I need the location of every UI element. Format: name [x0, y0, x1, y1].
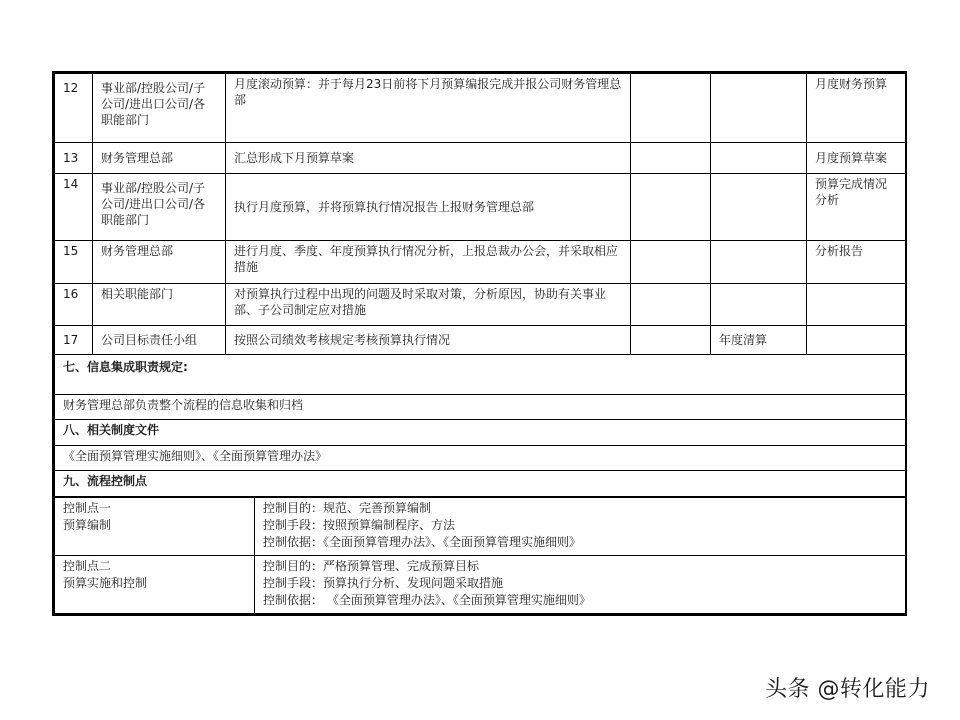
control-point-details: [255, 556, 906, 614]
control-point-details: [255, 498, 906, 556]
control-point-name: 控制点二: [63, 559, 112, 573]
row-cell: [631, 74, 711, 143]
section-content: [55, 395, 906, 420]
row-number: 14: [55, 174, 93, 241]
control-points-table: [54, 497, 906, 614]
section-header: [55, 355, 906, 395]
row-cell: [711, 143, 807, 174]
row-cell: [631, 241, 711, 284]
control-purpose: 控制目的：严格预算管理、完成预算目标: [263, 559, 480, 573]
control-basis: 控制依据： 《全面预算管理办法》、《全面预算管理实施细则》: [263, 593, 591, 607]
section-header: [55, 471, 906, 497]
control-means: 控制手段：预算执行分析、发现问题采取措施: [263, 576, 504, 590]
process-document: [52, 71, 907, 616]
table-row: [55, 74, 906, 143]
section-7-content: 财务管理总部负责整个流程的信息收集和归档: [55, 395, 906, 420]
row-cell: [631, 284, 711, 326]
section-8-content: 《全面预算管理实施细则》、《全面预算管理办法》: [55, 446, 906, 471]
control-point-label: [55, 498, 255, 556]
section-8-title: 八、相关制度文件: [55, 420, 906, 446]
row-department: 事业部/控股公司/子公司/进出口公司/各职能部门: [93, 74, 226, 143]
section-9-title: 九、流程控制点: [55, 471, 906, 497]
section-7-title: 七、信息集成职责规定:: [55, 355, 906, 395]
row-number: 17: [55, 326, 93, 355]
row-cell: [711, 74, 807, 143]
row-cell: [711, 174, 807, 241]
row-cell: [711, 284, 807, 326]
control-point-desc: 预算编制: [63, 518, 112, 532]
row-output: [807, 284, 906, 326]
row-task: 对预算执行过程中出现的问题及时采取对策，分析原因，协助有关事业部、子公司制定应对措施: [226, 284, 631, 326]
row-department: 公司目标责任小组: [93, 326, 226, 355]
control-purpose: 控制目的：规范、完善预算编制: [263, 501, 432, 515]
control-point-label: [55, 556, 255, 614]
row-cell: [711, 241, 807, 284]
row-output: 月度预算草案: [807, 143, 906, 174]
watermark-text: 头条 @转化能力: [765, 677, 930, 702]
row-task: 月度滚动预算：并于每月23日前将下月预算编报完成并报公司财务管理总部: [226, 74, 631, 143]
row-task: 执行月度预算，并将预算执行情况报告上报财务管理总部: [226, 174, 631, 241]
control-means: 控制手段：按照预算编制程序、方法: [263, 518, 456, 532]
section-header: [55, 420, 906, 446]
row-department: 财务管理总部: [93, 143, 226, 174]
table-row: [55, 174, 906, 241]
row-department: 财务管理总部: [93, 241, 226, 284]
control-basis: 控制依据：《全面预算管理办法》、《全面预算管理实施细则》: [263, 535, 582, 549]
row-task: 汇总形成下月预算草案: [226, 143, 631, 174]
table-row: [55, 326, 906, 355]
row-cell: [631, 143, 711, 174]
control-point-row: [55, 498, 906, 556]
table-row: [55, 143, 906, 174]
row-output: 分析报告: [807, 241, 906, 284]
row-output: 预算完成情况分析: [807, 174, 906, 241]
row-task: 进行月度、季度、年度预算执行情况分析，上报总裁办公会，并采取相应措施: [226, 241, 631, 284]
row-number: 16: [55, 284, 93, 326]
process-table: [54, 73, 906, 497]
row-cell: [631, 326, 711, 355]
row-output: 月度财务预算: [807, 74, 906, 143]
row-cell: 年度清算: [711, 326, 807, 355]
row-department: 相关职能部门: [93, 284, 226, 326]
row-department: 事业部/控股公司/子公司/进出口公司/各职能部门: [93, 174, 226, 241]
section-content: [55, 446, 906, 471]
table-row: [55, 284, 906, 326]
table-row: [55, 241, 906, 284]
row-task: 按照公司绩效考核规定考核预算执行情况: [226, 326, 631, 355]
row-cell: [631, 174, 711, 241]
row-number: 13: [55, 143, 93, 174]
control-point-row: [55, 556, 906, 614]
control-point-desc: 预算实施和控制: [63, 576, 148, 590]
control-point-name: 控制点一: [63, 501, 112, 515]
row-output: [807, 326, 906, 355]
row-number: 15: [55, 241, 93, 284]
row-number: 12: [55, 74, 93, 143]
